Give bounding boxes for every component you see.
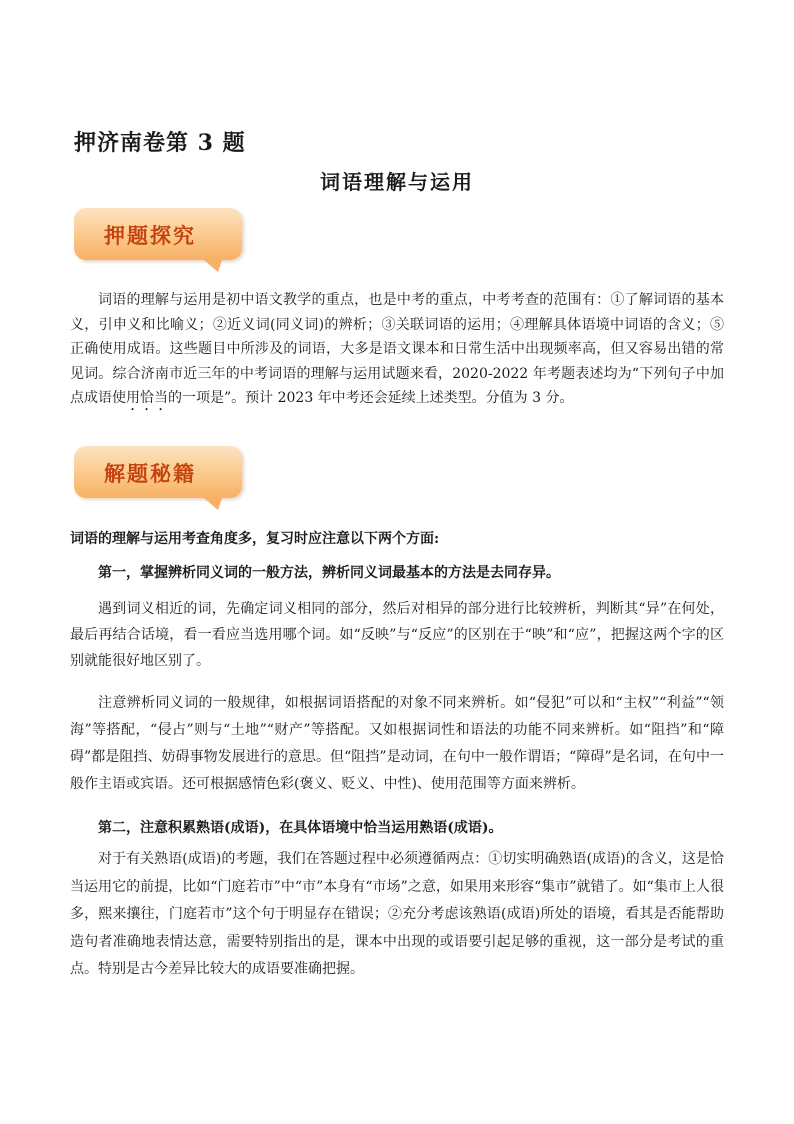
tip-heading-1: 第一，掌握辨析同义词的一般方法，辨析同义词最基本的方法是去同存异。	[98, 565, 560, 581]
intro-dotted-emphasis: 用恰当	[126, 390, 168, 407]
section-banner-jie-ti-mi-ji	[74, 446, 242, 498]
intro-text-part-b: 的一项是”。预计 2023 年中考还会延续上述类型。分值为 3 分。	[168, 390, 574, 407]
tip-heading-2: 第二，注意积累熟语(成语)，在具体语境中恰当运用熟语(成语)。	[98, 820, 503, 836]
section-banner-label: 解题秘籍	[104, 462, 196, 486]
intro-paragraph	[70, 288, 724, 414]
speech-bubble-tail	[204, 260, 222, 272]
tip-body-1b: 注意辨析同义词的一般规律，如根据词语搭配的对象不同来辨析。如“侵犯”可以和“主权”“利益”“领海”等搭配，“侵占”则与“土地”“财产”等搭配。又如根据词性和语法的功能不同来辨析。如“阻挡”和“障碍”都是阻挡、妨碍事物发展进行的意思。但“阻挡”是动词，在句中一般作谓语；“障碍”是名词，在句中一般作主语或宾语。还可根据感情色彩(褒义、贬义、中性)、使用范围等方面来辨析。	[70, 695, 724, 792]
document-title: 押济南卷第 3 题	[74, 130, 246, 156]
tip-body-1a: 遇到词义相近的词，先确定词义相同的部分，然后对相异的部分进行比较辨析，判断其“异”在何处，最后再结合话境，看一看应当选用哪个词。如“反映”与“反应”的区别在于“映”和“应”，把握这两个字的区别就能很好地区别了。	[70, 601, 724, 669]
section-banner-ya-ti-tan-jiu	[74, 208, 242, 260]
document-subtitle: 词语理解与运用	[320, 170, 474, 194]
section-banner-label: 押题探究	[104, 224, 196, 248]
intro-text-part-a: 词语的理解与运用是初中语文教学的重点，也是中考的重点，中考考查的范围有：①了解词语的基本义，引申义和比喻义；②近义词(同义词)的辨析；③关联词语的运用；④理解具体语境中词语的含义；⑤正确使用成语。这些题目中所涉及的词语，大多是语文课本和日常生活中出现频率高，但又容易出错的常见词。综合济南市近三年的中考词语的理解与运用试题来看，2020-2022 年考题表述均为“下列句子中加点成语使	[70, 292, 724, 407]
speech-bubble-tail	[204, 498, 222, 510]
tip-body-2: 对于有关熟语(成语)的考题，我们在答题过程中必须遵循两点：①切实明确熟语(成语)的含义，这是恰当运用它的前提，比如“门庭若市”中“市”本身有“市场”之意，如果用来形容“集市”就错了。如“集市上人很多，熙来攘往，门庭若市”这个句于明显存在错误；②充分考虑该熟语(成语)所处的语境，看其是否能帮助造句者准确地表情达意，需要特别指出的是，课本中出现的或语要引起足够的重视，这一部分是考试的重点。特别是古今差异比较大的成语要准确把握。	[70, 851, 724, 977]
tips-lead-paragraph: 词语的理解与运用考查角度多，复习时应注意以下两个方面:	[70, 531, 440, 547]
